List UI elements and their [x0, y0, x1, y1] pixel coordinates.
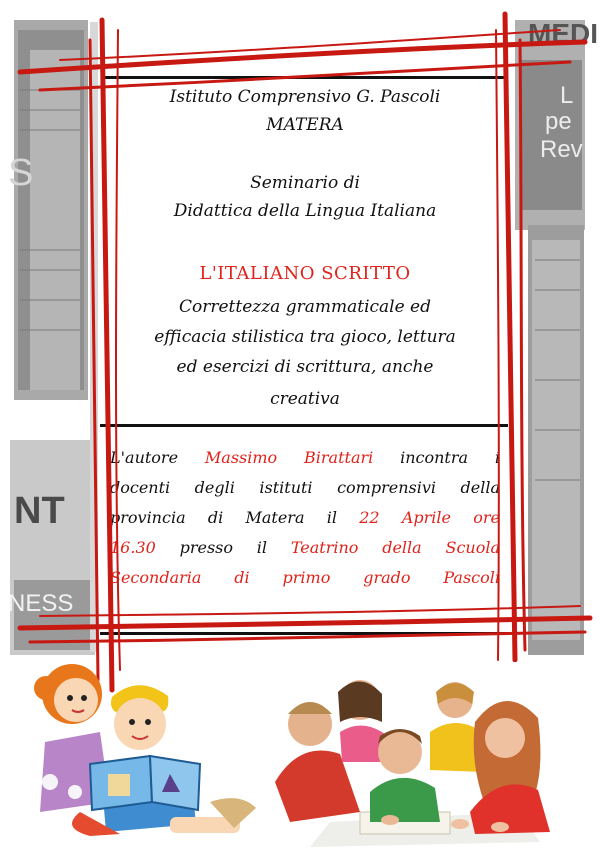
- school-name: Istituto Comprensivo G. Pascoli: [169, 87, 441, 107]
- bottom-divider: [100, 632, 508, 635]
- newsprint-fragment-left-lower: NESS: [8, 590, 74, 617]
- city-name: MATERA: [266, 115, 344, 135]
- subtitle-line-2: efficacia stilistica tra gioco, lettura: [154, 327, 456, 347]
- announcement-line-5: [110, 566, 500, 589]
- newsprint-fragment-top-right: MEDI: [528, 18, 598, 49]
- event-time: 16.30: [110, 538, 156, 557]
- announcement-line-4: [110, 536, 500, 559]
- author-name: Massimo Birattari: [204, 448, 374, 467]
- middle-divider: [100, 424, 508, 427]
- event-venue: Teatrino della Scuola: [290, 538, 500, 557]
- subtitle-line-1: Correttezza grammaticale ed: [178, 297, 432, 317]
- newsprint-fragment-side-3: Rev: [540, 136, 583, 163]
- seminar-title: L'ITALIANO SCRITTO: [199, 263, 411, 284]
- announcement-line-2: [110, 476, 500, 499]
- subtitle-line-3: ed esercizi di scrittura, anche: [176, 357, 434, 377]
- cartoon-kids-reading-illustration: [20, 652, 260, 842]
- event-date: 22 Aprile ore: [359, 508, 501, 527]
- announcement-text: incontra i: [373, 448, 500, 467]
- newsprint-fragment-side-2: pe: [545, 108, 572, 135]
- subtitle-line-4: creativa: [270, 389, 340, 409]
- children-reading-photo: [270, 662, 570, 847]
- newsprint-fragment-left-bottom: NT: [14, 490, 65, 532]
- event-venue-continued: Secondaria di primo grado Pascoli: [110, 568, 500, 587]
- announcement-line-1: [110, 446, 500, 469]
- announcement-line-3: [110, 506, 500, 529]
- announcement-text: L'autore: [110, 448, 205, 467]
- announcement-text: presso il: [155, 538, 291, 557]
- seminar-line-2: Didattica della Lingua Italiana: [173, 201, 437, 221]
- newsprint-fragment-left-mid: S: [8, 152, 34, 194]
- newsprint-fragment-side-1: L: [560, 82, 574, 109]
- announcement-text: docenti degli istituti comprensivi della: [110, 478, 500, 497]
- announcement-text: provincia di Matera il: [110, 508, 360, 527]
- seminar-line-1: Seminario di: [250, 173, 360, 193]
- top-divider: [105, 76, 507, 79]
